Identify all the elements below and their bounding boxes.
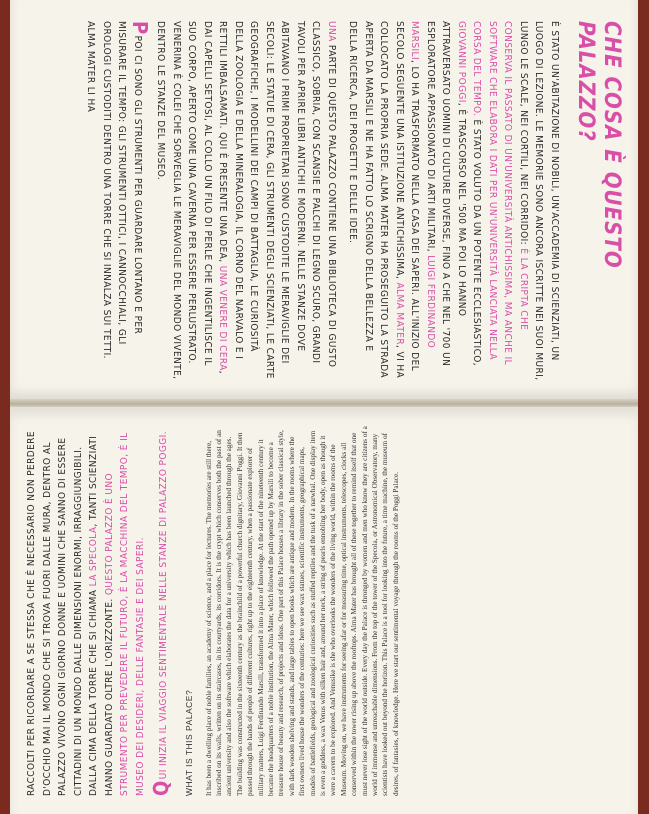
p1-text: È STATO UN'ABITAZIONE DI NOBILI, UN'ACCADEMIA DI SCIENZIATI, UN LUOGO DI LEZIONE. LE MEMORIE SONO ANCORA ISCRITTE NEI SUOI MURI, LUNGO LE SCALE, NEI CORTILI, NEI CORRIDOI: xyxy=(518,20,560,380)
page-title: CHE COSA È QUESTO PALAZZO? xyxy=(573,20,624,269)
english-title: WHAT IS THIS PALACE? xyxy=(183,689,194,796)
p1-highlight: ALMA MATER xyxy=(394,282,405,345)
book-spread xyxy=(10,0,638,814)
english-paragraph: It has been a dwelling place of noble families, an academy of science, and a place for lectures. The memories are still there, inscribed on its walls, written on its staircases, in its courtyards, its corridors. It is the crypt which conserves both the past of an ancient university and also the software which elaborates the data for a university which has been launched through the ages. The building was constructed in the sixteenth century as the brainchild of a powerful church dignitary, Giovanni Poggi. It then passed through the hands of people of different cultures, right up to the eighteenth century, when a passionate explorer of military matters, Luigi Ferdinando Marsili, transformed it into a place of knowledge. At the start of the nineteenth century it became the headquarters of a noble institution, the Alma Mater, which followed the path opened up by Marsili to become a treasure house of beauty and research, of projects and ideas. One part of this Palace houses a library in the sober classical style, with dark wooden shelving and stands, and large tables to open books which are antique and modern. In the rooms where the first owners lived house the wonders of the centuries: here we see wax statues, scientific instruments, geographical maps, models of battlefields, geological and zoological curiosities such as stuffed reptiles and the tusk of a narwhal. One display item is even a goddess, a wax Venus with silken hair and, around her neck, a string of pearls ennobling her body, open as though it were a cavern to be explored. And Venusike is she who overlooks the wonders of the living world, within the rooms of the Museum. Moving on, we have instruments for seeing afar or for measuring time, optical instruments, telescopes, clocks all conserved within the tower rising up above the rooftops. Alma Mater has brought all of these together to remind itself that one must never lose sight of the world outside. Every day the Palace is thronged by women and men who know they are citizens of a world of immense and unreachable dimensions. From the top of the tower of the Specola, or Astronomical Observatory, many scientists have looked out beyond the horizon. This Palace is a tool for looking into the future, a time machine, the museum of desires, of fantasies, of knowledge. Here we start our sentimental voyage through the rooms of the Poggi Palace. xyxy=(204,425,400,796)
p1-highlight: GIOVANNI POGGI xyxy=(456,20,467,103)
top-page xyxy=(10,0,638,401)
p1-highlight: LUIGI FERDINANDO MARSILI xyxy=(409,20,436,348)
paragraph-1 xyxy=(345,21,562,381)
p2-text: PARTE DI QUESTO PALAZZO CONTIENE UNA BIBLIOTECA DI GUSTO CLASSICO, SOBRIA, CON SCANSIE E PALCHI DI LEGNO SCURO, GRANDI TAVOLI PER APRIRE LIBRI ANTICHI E MODERNI. NELLE STANZE DOVE ABITAVANO I PRIMI PROPRIETARI SONO CUSTODITE LE MERAVIGLIE DEI SECOLI: LE STATUE DI CERA, GLI STRUMENTI DEGLI SCIENZIATI, LE CARTE GEOGRAFICHE, I MODELLINI DEI CAMPI DI BATTAGLIA, LE CURIOSITÀ DELLA ZOOLOGIA E DELLA MINERALOGIA, IL CORNO DEL NARVALO E I RETTILI IMBALSAMATI. QUI È PRESENTE UNA DEA, xyxy=(217,20,337,379)
drop-cap: Q xyxy=(149,779,173,796)
closing-text: UI INIZIA IL VIAGGIO SENTIMENTALE NELLE STANZE DI PALAZZO POGGI. xyxy=(158,430,169,779)
intro-highlight: QUESTO PALAZZO È UNO STRUMENTO PER PREVEDERE IL FUTURO, È LA MACCHINA DEL TEMPO, È IL MUSEO DEI DESIDERI, DELLE FANTASIE E DEI SAPERI. xyxy=(103,431,146,796)
p2-highlight: UNA VENERE DI CERA xyxy=(217,265,229,371)
english-text-block xyxy=(204,426,402,796)
italian-paragraph xyxy=(24,426,148,796)
intro-text: RACCOLTI PER RICORDARE A SE STESSA CHE È NECESSARIO NON PERDERE D'OCCHIO MAI IL MONDO CHE SI TROVA FUORI DALLE MURA, DENTRO AL PALAZZO VIVONO OGNI GIORNO DONNE E UOMINI CHE SANNO DI ESSERE CITTADINI DI UN MONDO DALLE DIMENSIONI ENORMI, IRRAGGIUNGIBILI. DALLA CIMA DELLA TORRE CHE SI CHIAMA xyxy=(26,430,99,796)
p2-highlight: UNA xyxy=(326,20,337,42)
paragraph-3 xyxy=(83,20,152,381)
p1-text: , È TRASCORSO NEL '500 MA POI LO HANNO ATTRAVERSATO UOMINI DI CULTURE DIVERSE, FINO A CHE NEL '700 UN ESPLORATORE APPASSIONATO DI ARTI MILITARI, xyxy=(425,20,467,366)
paragraph-2 xyxy=(153,21,339,381)
bottom-text-block xyxy=(24,426,624,796)
p1-text: , LO HA TRASFORMATO NELLA CASA DEI SAPERI. ALL'INIZIO DEL SECOLO SEGUENTE UNA ISTITUZIONE ANTICHISSIMA, xyxy=(394,20,421,371)
p1-text: , VI HA COLLOCATO LA PROPRIA SEDE. ALMA MATER HA PROSEGUITO LA STRADA APERTA DA MARSILI E NE HA FATTO LO SCRIGNO DELLA BELLEZZA E DELLA RICERCA, DEI PROGETTI E DELLE IDEE. xyxy=(347,20,405,378)
bottom-page xyxy=(10,407,638,814)
p1-highlight: È LA CRIPTA CHE CONSERVA IL PASSATO DI UN'UNIVERSITÀ ANTICHISSIMA, MA ANCHE IL SOFTWARE CHE ELABORA I DATI PER UN'UNIVERSITÀ LANCIATA NELLA CORSA DEL TEMPO. xyxy=(471,20,529,365)
p1-text: È STATO VOLUTO DA UN POTENTE ECCLESIASTICO, xyxy=(471,115,483,366)
drop-cap: P xyxy=(128,20,152,35)
intro-highlight: LA SPECOLA xyxy=(88,526,99,586)
italian-text-continued xyxy=(24,426,172,796)
italian-text-block xyxy=(24,21,624,381)
p2-text: , DAI CAPELLI SETOSI, AL COLLO UN FILO DI PERLE CHE INGENTILISCE IL SUO CORPO, APERTO COME UNA CAVERNA PER ESSERE PERLUSTRATO. VENERINA È COLEI CHE SORVEGLIA LE MERAVIGLIE DEL MONDO VIVENTE, DENTRO LE STANZE DEL MUSEO. xyxy=(155,20,229,379)
closing-paragraph xyxy=(149,426,173,796)
paragraph-3-text: POI CI SONO GLI STRUMENTI PER GUARDARE LONTANO E PER MISURARE IL TEMPO: GLI STRUMENTI OTTICI, I CANNOCCHIALI, GLI OROLOGI CUSTODITI DENTRO UNA TORRE CHE SI INNALZA SUI TETTI. ALMA MATER LI HA xyxy=(85,20,143,359)
intro-text: , TANTI SCIENZIATI HANNO GUARDATO OLTRE L'ORIZZONTE. xyxy=(88,435,115,796)
